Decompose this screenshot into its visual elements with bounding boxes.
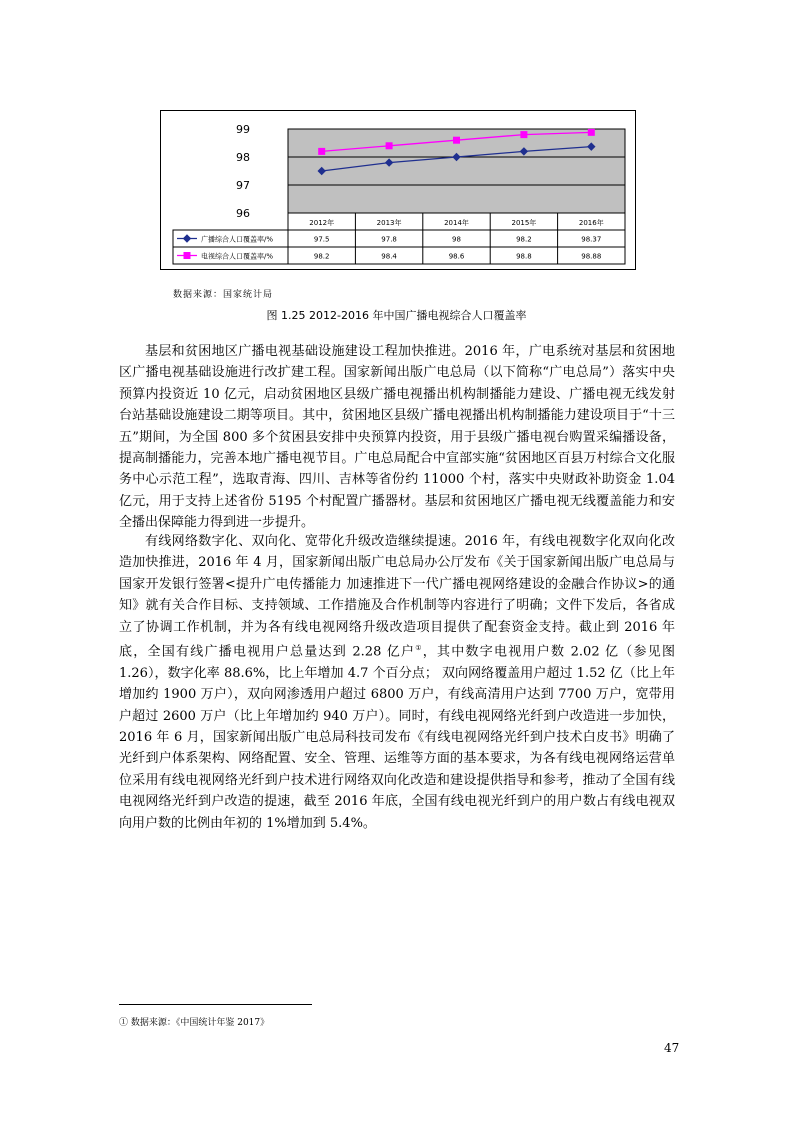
x-tick-label: 2013年 (376, 219, 402, 227)
chart-canvas (161, 111, 637, 271)
paragraph-2-part-b: ，其中数字电视用户数 2.02 亿（参见图 1.26），数字化率 88.6%，比上年增加 4.7 个百分点； 双向网络覆盖用户超过 1.52 亿（比上年增加约 1900 万户），双向网渗透用户超过 6800 万户，有线高清用户达到 7700 万户，宽带用户超过 2600 万户（比上年增加约 940 万户）。同时，有线电视网络光纤到户改造进一步加快，2016 年 6 月，国家新闻出版广电总局科技司发布《有线电视网络光纤到户技术白皮书》明确了光纤到户体系架构、网络配置、安全、管理、运维等方面的基本要求，为各有线电视网络运营单位采用有线电视网络光纤到户技术进行网络双向化改造和建设提供指导和参考，推动了全国有线电视网络光纤到户改造的提速，截至 2016 年底，全国有线电视光纤到户的用户数占有线电视双向用户数的比例由年初的 1%增加到 5.4%。 (119, 644, 675, 831)
legend-marker (184, 253, 190, 259)
data-table-value: 97.8 (381, 235, 397, 244)
paragraph-2-text (119, 531, 675, 834)
y-tick-label: 96 (236, 207, 250, 220)
data-table-value: 98.2 (313, 252, 330, 261)
x-tick-label: 2014年 (444, 219, 469, 227)
y-tick-label: 98 (236, 151, 250, 164)
page-number: 47 (664, 1041, 680, 1055)
source-note: 数据来源：国家统计局 (173, 290, 274, 300)
data-point (319, 148, 325, 154)
data-table-value: 97.5 (313, 235, 330, 244)
paragraph-1 (119, 341, 675, 534)
data-point (386, 143, 392, 149)
data-table-value: 98.37 (581, 235, 602, 244)
data-table-value: 98 (452, 235, 461, 244)
figure-caption: 图 1.25 2012-2016 年中国广播电视综合人口覆盖率 (266, 309, 527, 322)
data-table-value: 98.6 (448, 252, 465, 261)
data-table-value: 98.88 (581, 252, 602, 261)
coverage-chart (160, 110, 636, 270)
y-tick-label: 97 (236, 179, 250, 192)
legend-marker (184, 235, 191, 242)
legend-label: 广播综合人口覆盖率/% (201, 235, 274, 244)
footnote-ref: ① (415, 644, 423, 653)
data-table-value: 98.4 (381, 252, 397, 261)
data-point (521, 132, 527, 138)
data-table-value: 98.2 (516, 235, 532, 244)
data-table-value: 98.8 (516, 252, 532, 261)
data-point (588, 129, 594, 135)
x-tick-label: 2012年 (309, 219, 335, 227)
paragraph-1-text: 基层和贫困地区广播电视基础设施建设工程加快推进。2016 年，广电系统对基层和贫困地区广播电视基础设施进行改扩建工程。国家新闻出版广电总局（以下简称“广电总局”）落实中央预算内投资近 10 亿元，启动贫困地区县级广播电视播出机构制播能力建设、广播电视无线发射台站基础设施建设二期等项目。其中，贫困地区县级广播电视播出机构制播能力建设项目于“十三五”期间，为全国 800 多个贫困县安排中央预算内投资，用于县级广播电视台购置采编播设备，提高制播能力，完善本地广播电视节目。广电总局配合中宣部实施“贫困地区百县万村综合文化服务中心示范工程”，选取青海、四川、吉林等省份约 11000 个村，落实中央财政补助资金 1.04 亿元，用于支持上述省份 5195 个村配置广播器材。基层和贫困地区广播电视无线覆盖能力和安全播出保障能力得到进一步提升。 (119, 344, 675, 531)
legend-label: 电视综合人口覆盖率/% (201, 252, 274, 261)
x-tick-label: 2016年 (578, 219, 604, 227)
x-tick-label: 2015年 (511, 219, 537, 227)
paragraph-2-part-a: 有线网络数字化、双向化、宽带化升级改造继续提速。2016 年，有线电视数字化双向化改造加快推进，2016 年 4 月，国家新闻出版广电总局办公厅发布《关于国家新闻出版广电总局与国家开发银行签署<提升广电传播能力 加速推进下一代广播电视网络建设的金融合作协议>的通知》就有关合作目标、支持领域、工作措施及合作机制等内容进行了明确；文件下发后，各省成立了协调工作机制，并为各有线电视网络升级改造项目提供了配套资金支持。截止到 2016 年底，全国有线广播电视用户总量达到 2.28 亿户 (119, 534, 675, 660)
footnote-divider (119, 1004, 312, 1005)
y-tick-label: 99 (236, 123, 250, 136)
data-point (454, 137, 460, 143)
paragraph-2 (119, 531, 675, 834)
footnote: ① 数据来源：《中国统计年鉴 2017》 (119, 1018, 270, 1028)
